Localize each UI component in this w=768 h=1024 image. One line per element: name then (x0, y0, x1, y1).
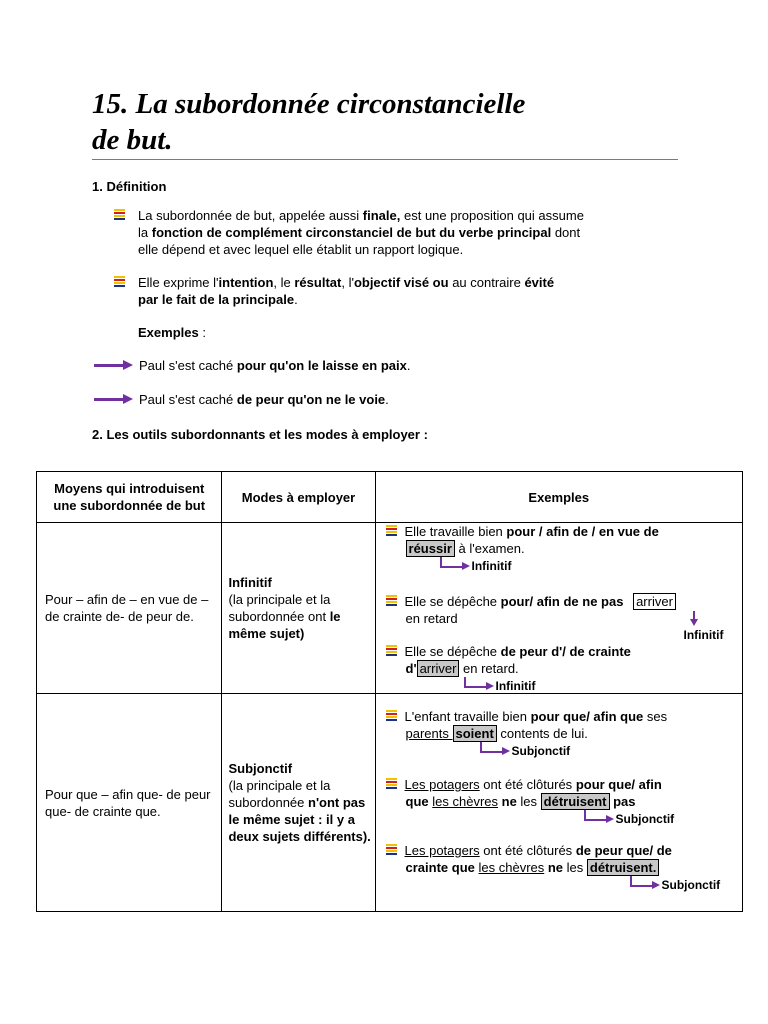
mode-label: Subjonctif (511, 744, 571, 758)
table-row (37, 694, 743, 912)
example-item: Elle travaille bien pour / afin de / en vue de réussir à l'examen. (386, 523, 731, 557)
arrow-head-icon (652, 881, 660, 889)
verb-highlight: détruisent. (587, 859, 659, 876)
arrow-head-icon (486, 682, 494, 690)
header-modes: Modes à employer (222, 472, 375, 523)
table-row (37, 523, 743, 694)
definition-paragraph-2: Elle exprime l'intention, le résultat, l'objectif visé ou au contraire évité par le fait de la principale. (138, 275, 555, 307)
section-1-heading: 1. Définition (92, 179, 167, 194)
mode-label: Subjonctif (615, 812, 675, 826)
title-line-1: 15. La subordonnée circonstancielle (92, 88, 526, 120)
section-2-heading: 2. Les outils subordonnants et les modes à employer : (92, 427, 428, 442)
mode-label: Infinitif (471, 559, 512, 573)
bullet-icon (386, 595, 397, 607)
means-cell: Pour – afin de – en vue de – de crainte de- de peur de. (37, 523, 222, 694)
example-item: Les potagers ont été clôturés de peur que/ de crainte que les chèvres ne les détruisent. (386, 842, 736, 876)
example-sentence-2: Paul s'est caché de peur qu'on ne le voie. (139, 392, 389, 407)
title-line-2: de but. (92, 124, 173, 156)
verb-highlight: soient (453, 725, 497, 742)
bullet-icon (114, 276, 125, 289)
examples-cell (375, 523, 742, 694)
bullet-icon (386, 710, 397, 722)
arrow-head-icon (502, 747, 510, 755)
header-means: Moyens qui introduisent une subordonnée de but (37, 472, 222, 523)
mode-label: Infinitif (683, 628, 724, 642)
bullet-icon (386, 778, 397, 790)
example-item: Les potagers ont été clôturés pour que/ afin que les chèvres ne les détruisent pas (386, 776, 736, 810)
arrow-head-icon (462, 562, 470, 570)
mode-name: Infinitif (228, 575, 272, 590)
mode-cell: Subjonctif (la principale et la subordonnée n'ont pas le même sujet : il y a deux sujets différents). (222, 694, 375, 912)
mode-cell: Infinitif (la principale et la subordonnée ont le même sujet) (222, 523, 375, 694)
verb-highlight: arriver (633, 593, 676, 610)
verb-highlight: détruisent (541, 793, 610, 810)
bullet-icon (114, 209, 125, 222)
bullet-icon (386, 525, 397, 537)
right-arrow-icon (94, 359, 134, 371)
table-header-row (37, 472, 743, 523)
title-divider (92, 159, 678, 160)
examples-label: Exemples : (138, 325, 206, 340)
mode-name: Subjonctif (228, 761, 293, 776)
bullet-icon (386, 844, 397, 856)
arrow-head-icon (606, 815, 614, 823)
examples-cell (375, 694, 742, 912)
header-examples: Exemples (375, 472, 742, 523)
verb-highlight: réussir (406, 540, 455, 557)
page-title (92, 86, 692, 158)
verb-highlight: arriver (417, 660, 460, 677)
arrow-head-icon (690, 619, 698, 626)
mode-label: Infinitif (495, 679, 536, 693)
mode-label: Subjonctif (661, 878, 721, 892)
example-sentence-1: Paul s'est caché pour qu'on le laisse en paix. (139, 358, 411, 373)
example-item: L'enfant travaille bien pour que/ afin que ses parents soient contents de lui. (386, 708, 736, 742)
bullet-icon (386, 645, 397, 657)
subordinators-table (36, 471, 743, 912)
definition-paragraph-1: La subordonnée de but, appelée aussi finale, est une proposition qui assume la fonction de complément circonstanciel de but du verbe principal dont elle dépend et avec lequel elle établit un rapport logique. (138, 208, 584, 257)
example-item: Elle se dépêche de peur d'/ de crainte d' arriver en retard. (386, 643, 731, 677)
example-item: Elle se dépêche pour/ afin de ne pas arriver en retard (386, 593, 731, 627)
means-cell: Pour que – afin que- de peur que- de crainte que. (37, 694, 222, 912)
right-arrow-icon (94, 393, 134, 405)
